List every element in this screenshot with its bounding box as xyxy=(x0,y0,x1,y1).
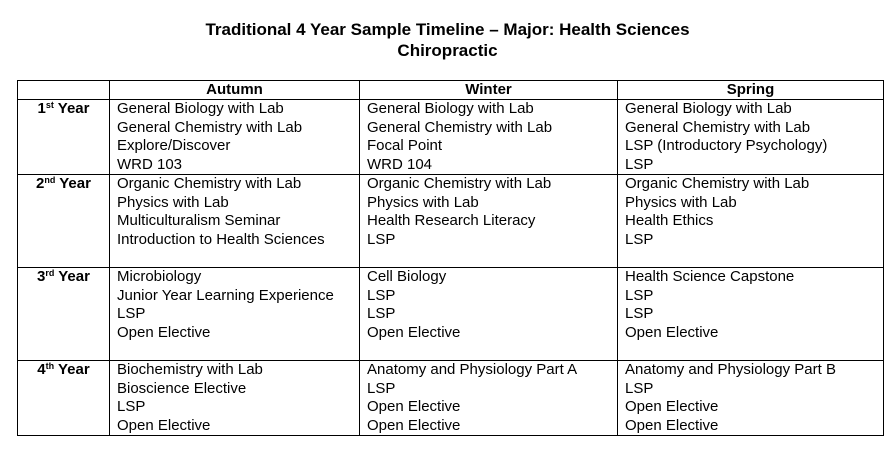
header-row xyxy=(18,81,884,100)
table-row xyxy=(18,361,884,436)
table-row xyxy=(18,100,884,175)
course-item: LSP xyxy=(367,230,396,248)
course-item: Open Elective xyxy=(367,398,461,416)
year-label: 3rd Year xyxy=(18,268,110,361)
course-item: LSP xyxy=(625,155,654,173)
spring-cell xyxy=(618,361,884,436)
course-item: LSP xyxy=(117,305,146,323)
winter-cell xyxy=(360,268,618,361)
course-item: General Biology with Lab xyxy=(367,100,534,118)
year-label: 1st Year xyxy=(18,100,110,175)
course-item: Physics with Lab xyxy=(367,193,479,211)
course-item: Physics with Lab xyxy=(117,193,229,211)
course-item: Organic Chemistry with Lab xyxy=(367,175,552,193)
title-line-1: Traditional 4 Year Sample Timeline – Major: Health Sciences xyxy=(205,20,690,39)
course-item: General Chemistry with Lab xyxy=(367,118,553,136)
course-item: Anatomy and Physiology Part B xyxy=(625,361,836,379)
course-item: Explore/Discover xyxy=(117,137,231,155)
winter-cell xyxy=(360,361,618,436)
winter-cell xyxy=(360,100,618,175)
course-item: LSP xyxy=(625,379,654,397)
course-item: Open Elective xyxy=(117,416,211,434)
course-item: LSP xyxy=(117,398,146,416)
column-header-winter: Winter xyxy=(360,81,618,100)
document-title xyxy=(0,19,895,61)
course-item: Open Elective xyxy=(625,416,719,434)
course-item: LSP xyxy=(625,230,654,248)
course-item: LSP xyxy=(367,379,396,397)
course-item: Open Elective xyxy=(367,323,461,341)
autumn-cell xyxy=(110,175,360,268)
course-item: Cell Biology xyxy=(367,268,447,286)
course-item: General Biology with Lab xyxy=(625,100,792,118)
year-label: 4th Year xyxy=(18,361,110,436)
course-item: Organic Chemistry with Lab xyxy=(117,175,302,193)
timeline-table xyxy=(17,80,884,436)
course-item: Health Science Capstone xyxy=(625,268,795,286)
corner-cell xyxy=(18,81,110,100)
course-item: LSP (Introductory Psychology) xyxy=(625,137,828,155)
course-item: Bioscience Elective xyxy=(117,379,247,397)
course-item: WRD 104 xyxy=(367,155,433,173)
course-item: Open Elective xyxy=(367,416,461,434)
autumn-cell xyxy=(110,100,360,175)
course-item: LSP xyxy=(367,286,396,304)
column-header-autumn: Autumn xyxy=(110,81,360,100)
course-item: Focal Point xyxy=(367,137,443,155)
year-label: 2nd Year xyxy=(18,175,110,268)
course-item: LSP xyxy=(625,305,654,323)
spring-cell xyxy=(618,268,884,361)
course-item: Microbiology xyxy=(117,268,202,286)
course-item: General Chemistry with Lab xyxy=(117,118,303,136)
course-item: Introduction to Health Sciences xyxy=(117,230,325,248)
course-item: Organic Chemistry with Lab xyxy=(625,175,810,193)
autumn-cell xyxy=(110,268,360,361)
title-line-2: Chiropractic xyxy=(397,41,498,60)
winter-cell xyxy=(360,175,618,268)
autumn-cell xyxy=(110,361,360,436)
course-item: WRD 103 xyxy=(117,155,183,173)
column-header-spring: Spring xyxy=(618,81,884,100)
spring-cell xyxy=(618,175,884,268)
course-item: Open Elective xyxy=(117,323,211,341)
table-row xyxy=(18,175,884,268)
course-item: General Biology with Lab xyxy=(117,100,284,118)
course-item: Physics with Lab xyxy=(625,193,737,211)
course-item: Biochemistry with Lab xyxy=(117,361,263,379)
course-item: Open Elective xyxy=(625,323,719,341)
table-row xyxy=(18,268,884,361)
course-item: Open Elective xyxy=(625,398,719,416)
course-item: Multiculturalism Seminar xyxy=(117,212,281,230)
course-item: General Chemistry with Lab xyxy=(625,118,811,136)
course-item: LSP xyxy=(625,286,654,304)
course-item: LSP xyxy=(367,305,396,323)
course-item: Health Research Literacy xyxy=(367,212,536,230)
course-item: Health Ethics xyxy=(625,212,714,230)
course-item: Anatomy and Physiology Part A xyxy=(367,361,578,379)
spring-cell xyxy=(618,100,884,175)
course-item: Junior Year Learning Experience xyxy=(117,286,334,304)
